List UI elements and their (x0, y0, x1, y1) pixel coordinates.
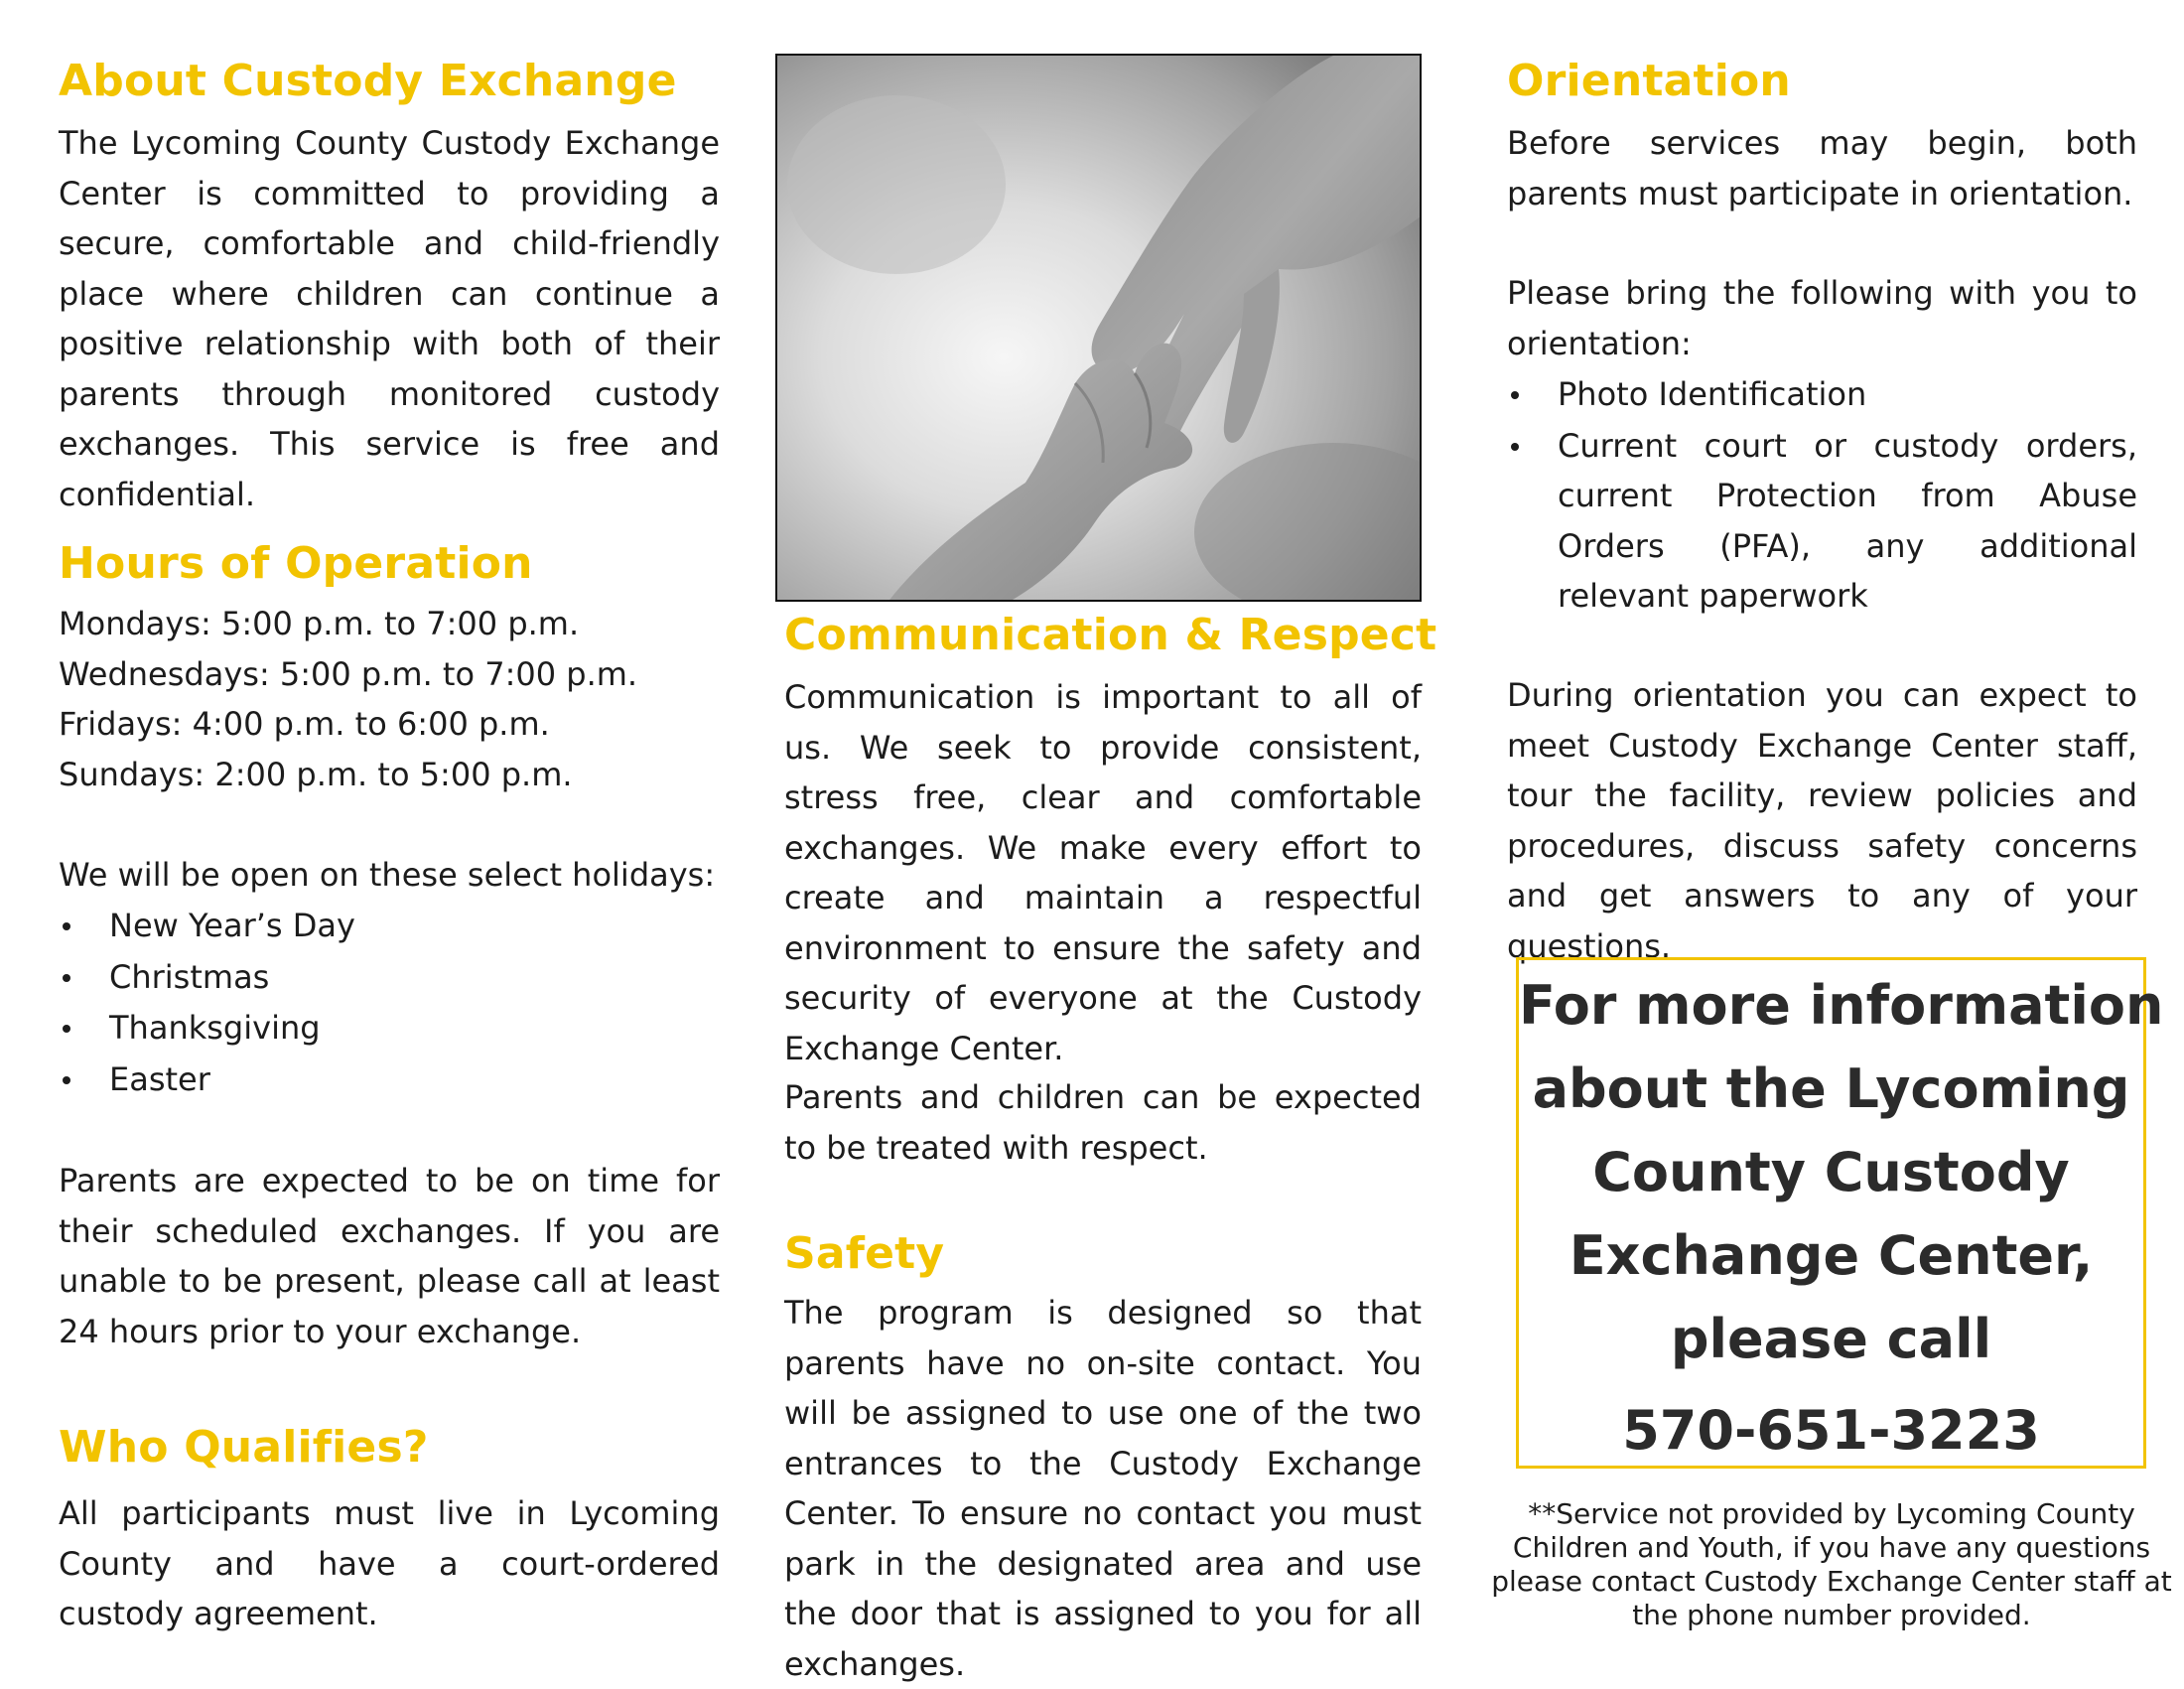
hours-heading: Hours of Operation (59, 538, 533, 589)
contact-line: Exchange Center, (1569, 1224, 2094, 1287)
holidays-list (59, 901, 720, 1105)
orientation-bring-intro: Please bring the following with you to orientation: (1507, 274, 2137, 362)
list-item (59, 1003, 720, 1055)
holiday-label: Christmas (109, 957, 270, 996)
list-item (59, 1055, 720, 1106)
communication-body: Communication is important to all of us. We seek to provide consistent, stress free, clear and comfortable exchanges. We make every effort to create and maintain a respectful environment to ensure the safety and security of everyone at the Custody Exchange Center. (784, 678, 1422, 1067)
holiday-label: Easter (109, 1059, 210, 1098)
safety-heading: Safety (784, 1228, 945, 1279)
service-note: **Service not provided by Lycoming County Children and Youth, if you have any questions please contact Custody Exchange Center staff at the phone number provided. (1491, 1497, 2172, 1631)
hours-line-monday: Mondays: 5:00 p.m. to 7:00 p.m. (59, 605, 580, 642)
bring-item-label: Current court or custody orders, current Protection from Abuse Orders (PFA), any additional relevant paperwork (1558, 426, 2137, 615)
communication-heading: Communication & Respect (784, 610, 1437, 660)
contact-line: about the Lycoming (1532, 1057, 2130, 1120)
list-item (1507, 369, 2137, 421)
bullet-icon (63, 1025, 70, 1033)
bring-item-label: Photo Identification (1558, 375, 1867, 413)
hours-line-friday: Fridays: 4:00 p.m. to 6:00 p.m. (59, 705, 550, 743)
hours-schedule (59, 599, 720, 799)
qualifies-heading: Who Qualifies? (59, 1422, 429, 1473)
bullet-icon (1511, 443, 1519, 451)
contact-line: For more information (1519, 974, 2164, 1037)
punctuality-text: Parents are expected to be on time for their scheduled exchanges. If you are unable to be present, please call at least 24 hours prior to your exchange. (59, 1162, 720, 1350)
bullet-icon (1511, 391, 1519, 399)
hours-line-wednesday: Wednesdays: 5:00 p.m. to 7:00 p.m. (59, 654, 638, 693)
list-item (59, 952, 720, 1004)
contact-message (1519, 960, 2164, 1473)
contact-line: please call (1670, 1308, 1992, 1370)
safety-body: The program is designed so that parents have no on-site contact. You will be assigned to use one of the two entrances to the Custody Exchange Center. To ensure no contact you must park in the designated area and use the door that is assigned to you for all exchanges. (784, 1294, 1422, 1683)
qualifies-body: All participants must live in Lycoming County and have a court-ordered custody agreement. (59, 1494, 720, 1632)
hands-illustration (777, 56, 1422, 602)
list-item (59, 901, 720, 952)
holidays-intro: We will be open on these select holidays: (59, 856, 716, 894)
bullet-icon (63, 1076, 70, 1084)
phone-number: 570-651-3223 (1622, 1399, 2040, 1462)
bring-list (1507, 369, 2137, 622)
orientation-intro: Before services may begin, both parents must participate in orientation. (1507, 124, 2137, 212)
about-body: The Lycoming County Custody Exchange Center is committed to providing a secure, comfortable and child-friendly place where children can continue a positive relationship with both of their parents through monitored custody exchanges. This service is free and confidential. (59, 124, 720, 513)
holiday-label: Thanksgiving (109, 1009, 321, 1047)
holding-hands-photo (775, 54, 1422, 602)
holiday-label: New Year’s Day (109, 907, 355, 944)
hours-line-sunday: Sundays: 2:00 p.m. to 5:00 p.m. (59, 755, 573, 793)
orientation-heading: Orientation (1507, 56, 1791, 106)
bullet-icon (63, 922, 70, 930)
bullet-icon (63, 974, 70, 982)
list-item (1507, 421, 2137, 622)
orientation-expect: During orientation you can expect to meet Custody Exchange Center staff, tour the facility, review policies and procedures, discuss safety concerns and get answers to any of your questions. (1507, 676, 2137, 965)
respect-text: Parents and children can be expected to be treated with respect. (784, 1078, 1422, 1167)
contact-box (1516, 957, 2164, 1469)
about-heading: About Custody Exchange (59, 56, 677, 106)
contact-line: County Custody (1592, 1141, 2070, 1203)
